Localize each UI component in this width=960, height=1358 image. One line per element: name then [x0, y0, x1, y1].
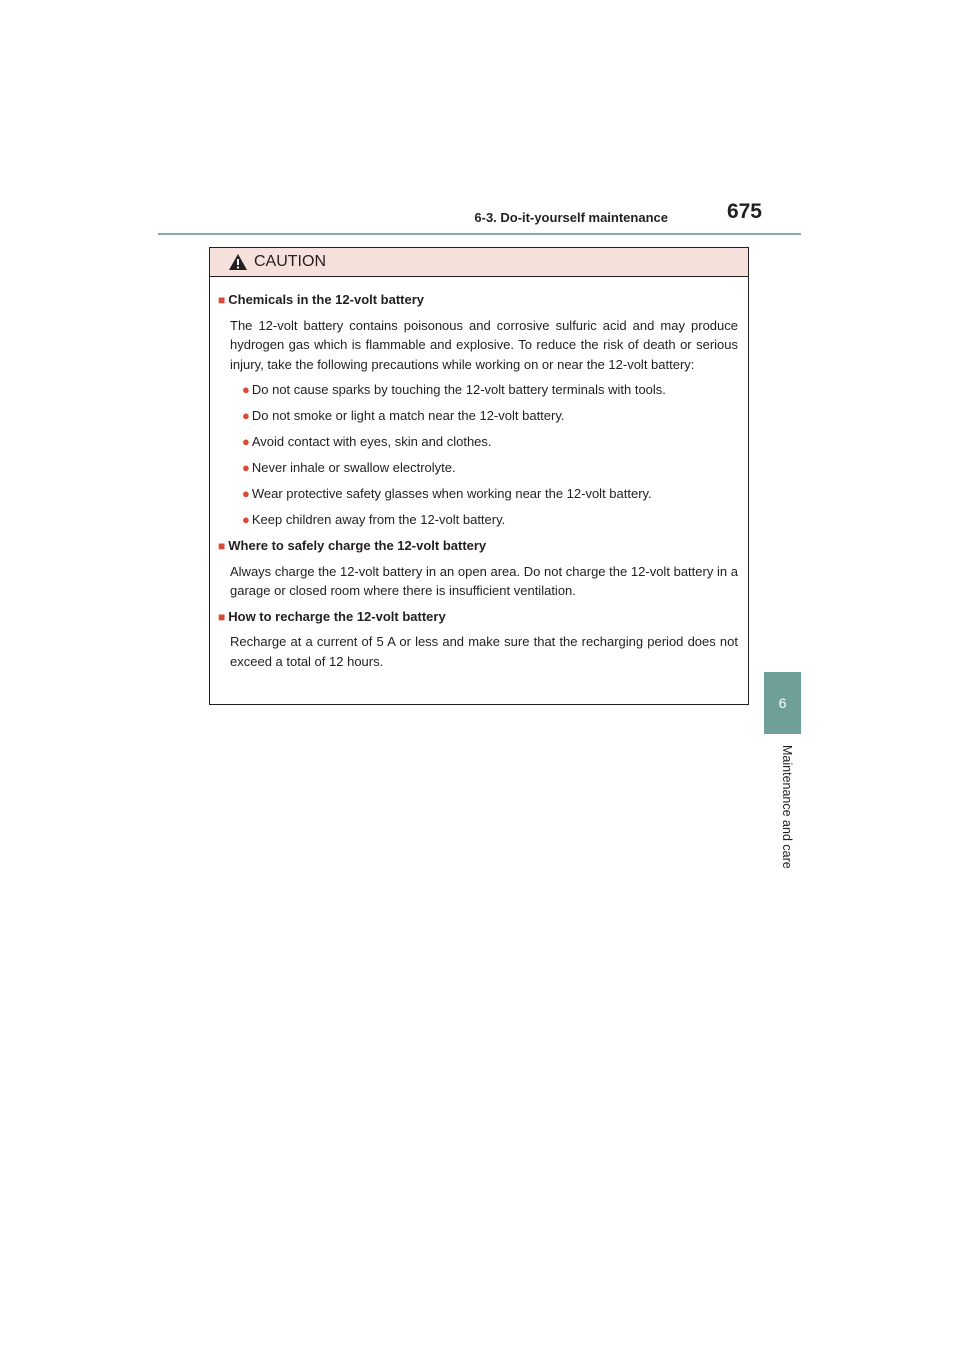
section-text: Recharge at a current of 5 A or less and make sure that the recharging period does not exceed a total of 12 hours.: [230, 634, 738, 669]
circle-bullet-icon: ●: [242, 434, 250, 449]
section-title: 6-3. Do-it-yourself maintenance: [474, 210, 668, 225]
section-text: The 12-volt battery contains poisonous and corrosive sulfuric acid and may produce hydrogen gas which is flammable and explosive. To reduce the risk of death or serious injury, take the following precautions while working on or near the 12-volt battery:: [230, 317, 738, 372]
list-item: ● Avoid contact with eyes, skin and clothes.: [242, 434, 492, 449]
precautions-list: [218, 380, 738, 530]
caution-box: [209, 247, 749, 705]
caution-title: CAUTION: [254, 253, 326, 270]
list-item: ● Keep children away from the 12-volt battery.: [242, 512, 506, 527]
list-item: ● Do not cause sparks by touching the 12-volt battery terminals with tools.: [242, 382, 666, 397]
section-heading: ■ How to recharge the 12-volt battery: [218, 608, 446, 624]
section-text: Always charge the 12-volt battery in an open area. Do not charge the 12-volt battery in a garage or closed room where there is insufficient ventilation.: [230, 563, 738, 598]
circle-bullet-icon: ●: [242, 382, 250, 397]
chapter-label: Maintenance and care: [780, 745, 794, 869]
square-bullet-icon: ■: [218, 293, 226, 307]
square-bullet-icon: ■: [218, 609, 226, 624]
caution-header: [210, 248, 748, 277]
page-number: 675: [726, 200, 762, 223]
list-item: ● Wear protective safety glasses when working near the 12-volt battery.: [242, 486, 652, 501]
circle-bullet-icon: ●: [242, 460, 250, 475]
chapter-number: 6: [778, 695, 787, 711]
section-heading: ■ Where to safely charge the 12-volt battery: [218, 538, 487, 553]
caution-body: [210, 277, 748, 671]
square-bullet-icon: ■: [218, 539, 226, 553]
circle-bullet-icon: ●: [242, 486, 250, 501]
circle-bullet-icon: ●: [242, 512, 250, 527]
section-heading: ■ Chemicals in the 12-volt battery: [218, 292, 425, 307]
circle-bullet-icon: ●: [242, 408, 250, 423]
chapter-tab: [764, 672, 801, 734]
header-divider: [158, 233, 801, 235]
warning-triangle-icon: [228, 253, 248, 271]
list-item: ● Do not smoke or light a match near the 12-volt battery.: [242, 408, 565, 423]
list-item: ● Never inhale or swallow electrolyte.: [242, 460, 456, 475]
